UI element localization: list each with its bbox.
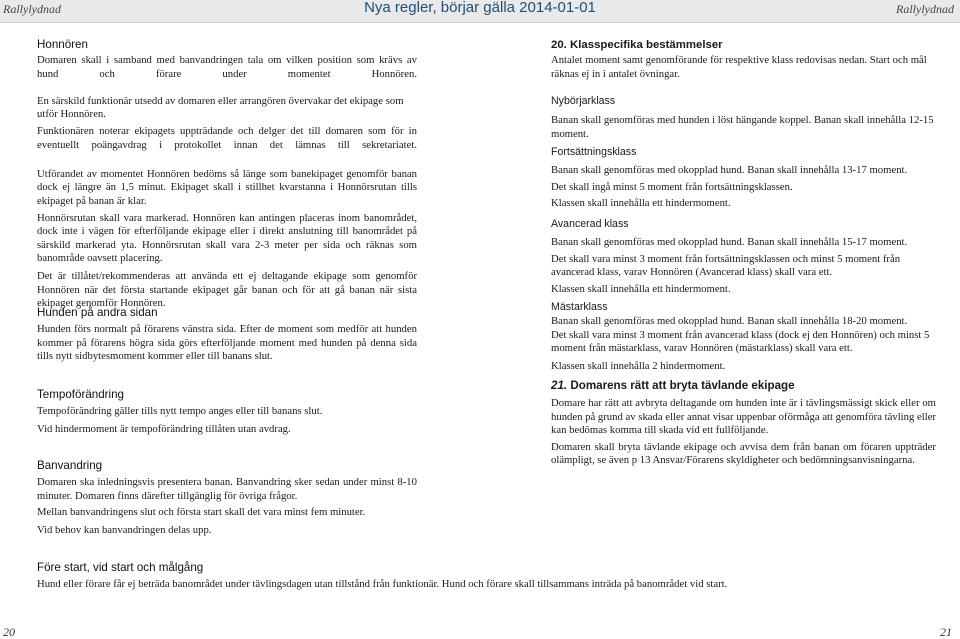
mastarklass-p3: Klassen skall innehålla 2 hindermoment. [551, 359, 726, 372]
mastarklass-p2: Det skall vara minst 3 moment från avancerad klass (dock ej den Honnören) och minst 5 moment från mästarklass, varav Honnören (mästarklass) skall vara ett. [551, 328, 930, 355]
tempo-p2: Vid hindermoment är tempoförändring tillåten utan avdrag. [37, 422, 291, 435]
avancerad-klass-p2: Det skall vara minst 3 moment från fortsättningsklassen och minst 5 moment från avancerad klass, varav Honnören (Avancerad klass) skall vara ett. [551, 252, 901, 279]
section-21-number: 21. [551, 379, 568, 392]
nyborjarklass-p1: Banan skall genomföras med hunden i löst hängande koppel. Banan skall innehålla 12-15 moment. [551, 114, 934, 140]
section-hunden [37, 306, 417, 364]
section-tempo [37, 388, 417, 436]
section-21-p2: Domaren skall bryta tävlande ekipage och avvisa dem från banan om föraren uppträder olämpligt, se även p 13 Ansvar/Förarens skyldigheter och bedömningsanvisningarna. [551, 440, 936, 467]
fore-start-p1: Hund eller förare får ej beträda banområdet under tävlingsdagen utan tillstånd från funktionär. Hund och förare skall tillsammans inträda på banområdet vid start. [37, 578, 728, 590]
section-fore-start [37, 561, 932, 592]
section-fortsattningsklass [551, 146, 936, 211]
honnoren-p2: En särskild funktionär utsedd av domaren eller arrangören övervakar det ekipage som utför Honnören. [37, 94, 404, 121]
page-number-left: 20 [3, 625, 15, 639]
avancerad-klass-p1: Banan skall genomföras med okopplad hund. Banan skall innehålla 15-17 moment. [551, 236, 908, 248]
heading-nyborjarklass: Nybörjarklass [551, 95, 616, 107]
banvandring-p3: Vid behov kan banvandringen delas upp. [37, 523, 212, 536]
section-banvandring [37, 459, 417, 537]
banvandring-p2: Mellan banvandringens slut och första start skall det vara minst fem minuter. [37, 506, 366, 519]
heading-fore-start: Före start, vid start och målgång [37, 561, 204, 574]
tempo-p1: Tempoförändring gäller tills nytt tempo anges eller till banans slut. [37, 405, 323, 417]
mastarklass-p1: Banan skall genomföras med okopplad hund. Banan skall innehålla 18-20 moment. [551, 315, 908, 327]
section-20-intro: Antalet moment samt genomförande för respektive klass redovisas nedan. Start och mål räknas ej in i antalet övningar. [551, 54, 927, 80]
header-title: Nya regler, börjar gälla 2014-01-01 [364, 0, 596, 16]
section-mastarklass [551, 301, 936, 373]
heading-section-21 [551, 379, 936, 393]
heading-hunden: Hunden på andra sidan [37, 306, 158, 319]
section-honnoren [37, 38, 417, 311]
hunden-p1: Hunden förs normalt på förarens vänstra sida. Efter de moment som medför att hunden kommer på förarens högra sida görs efterföljande moment med hunden på denna sida tills nytt sidbytesmoment kommer eller till banans slut. [37, 323, 417, 363]
banvandring-p1: Domaren ska inledningsvis presentera banan. Banvandring sker sedan under minst 8-10 minuter. Domaren finns därefter tillgänglig för övriga frågor. [37, 476, 417, 502]
heading-section-20 [551, 38, 936, 52]
fortsattningsklass-p1: Banan skall genomföras med okopplad hund. Banan skall innehålla 13-17 moment. [551, 164, 908, 176]
running-header [0, 0, 960, 23]
heading-avancerad-klass: Avancerad klass [551, 218, 629, 230]
heading-banvandring: Banvandring [37, 459, 103, 472]
header-right: Rallylydnad [896, 2, 954, 16]
section-avancerad-klass [551, 218, 936, 296]
section-21-title: Domarens rätt att bryta tävlande ekipage [570, 379, 795, 392]
fortsattningsklass-p2: Det skall ingå minst 5 moment från fortsättningsklassen. [551, 180, 793, 193]
heading-honnoren: Honnören [37, 38, 88, 51]
section-nyborjarklass [551, 95, 936, 141]
section-21 [551, 379, 936, 468]
header-left: Rallylydnad [3, 2, 61, 16]
section-21-p1: Domare har rätt att avbryta deltagande om hunden inte är i tävlingsmässigt skick eller om hunden på grund av skada eller annat visar uppenbar oförmåga att genomföra tävling eller kan bedömas komma till skada vid ett fullföljande. [551, 397, 936, 437]
heading-fortsattningsklass: Fortsättningsklass [551, 146, 637, 158]
section-20 [551, 38, 936, 81]
section-20-number: 20. [551, 39, 567, 51]
fortsattningsklass-p3: Klassen skall innehålla ett hindermoment. [551, 197, 731, 210]
honnoren-p4: Utförandet av momentet Honnören bedöms så länge som banekipaget genomför banan dock ej längre än 1,5 minut. Ekipaget skall i stillhet kvarstanna i Honnörsrutan tills ekipaget på banan är klar. [37, 167, 417, 207]
avancerad-klass-p3: Klassen skall innehålla ett hindermoment. [551, 282, 731, 295]
heading-tempo: Tempoförändring [37, 388, 125, 401]
honnoren-p5: Honnörsrutan skall vara markerad. Honnören kan antingen placeras inom banområdet, dock inte i vägen för efterföljande ekipage eller i direkt anslutning till banområdet på särskild markerad yta. Honnörsrutan skall vara 2-3 meter per sida och räknas som banområde oavsett placering. [37, 211, 417, 265]
honnoren-p1: Domaren skall i samband med banvandringen tala om vilken position som krävs av hund och förare under momentet Honnören. [37, 54, 417, 80]
honnoren-p3: Funktionären noterar ekipagets uppträdande och delger det till domaren som för in eventuellt poängavdrag i protokollet innan det lämnas till sekretariatet. [37, 124, 417, 151]
section-20-title: Klasspecifika bestämmelser [570, 39, 723, 51]
honnoren-p6: Det är tillåtet/rekommenderas att använda ett ej deltagande ekipage som genomför Honnören när det första startande ekipaget går banan och för att gå banan när sista ekipaget genomför Honnören. [37, 269, 417, 310]
heading-mastarklass: Mästarklass [551, 301, 608, 313]
page-number-right: 21 [940, 625, 952, 639]
